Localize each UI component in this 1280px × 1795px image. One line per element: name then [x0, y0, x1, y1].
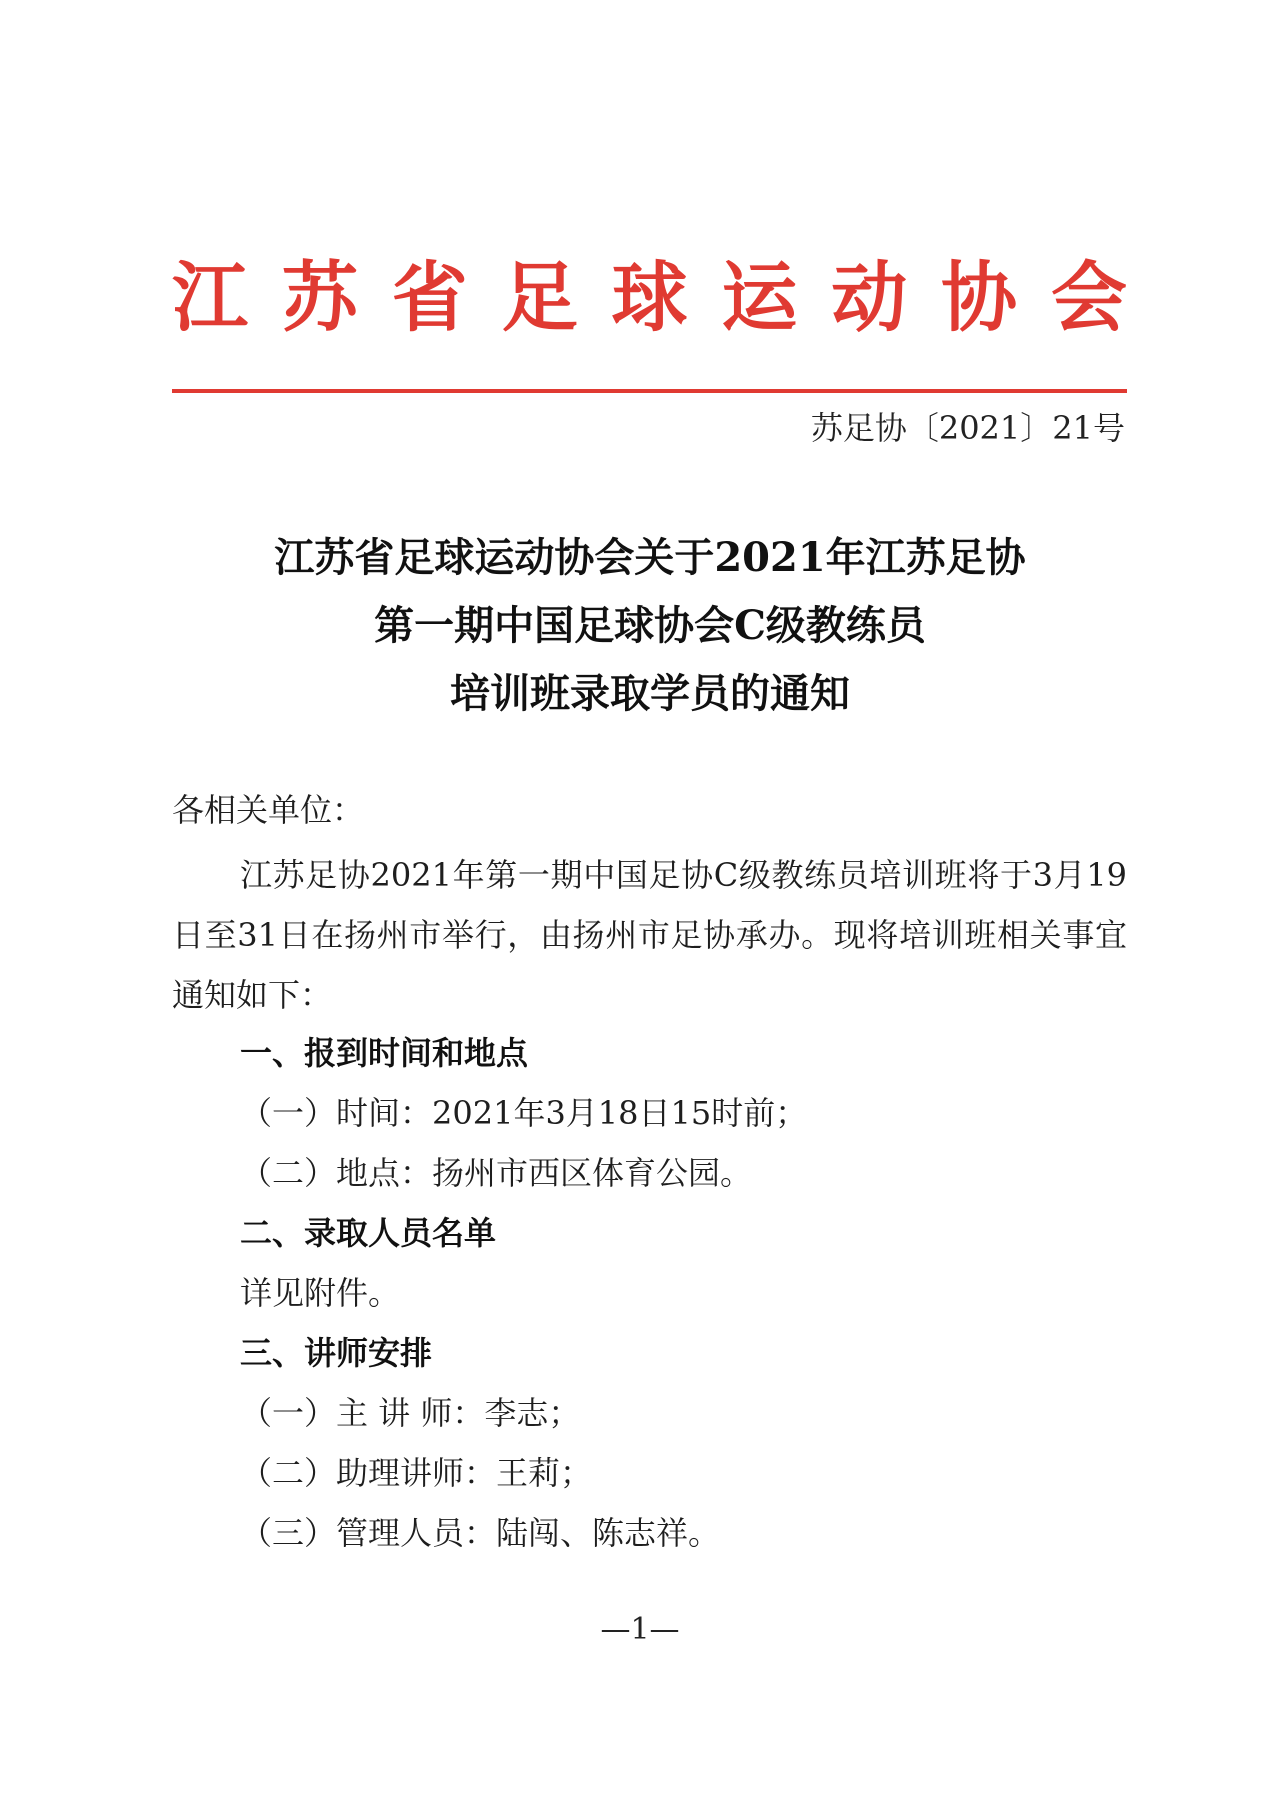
section-3-item-3: （三）管理人员：陆闯、陈志祥。: [240, 1514, 721, 1552]
section-3-item-1: （一）主 讲 师：李志；: [240, 1394, 581, 1432]
section-1-item-2: （二）地点：扬州市西区体育公园。: [240, 1154, 753, 1192]
header-divider: [172, 389, 1127, 393]
section-2-heading: 二、录取人员名单: [240, 1214, 497, 1252]
title-line-3: 培训班录取学员的通知: [450, 670, 850, 717]
document-title: [130, 524, 1170, 728]
title-line-2: 第一期中国足球协会C级教练员: [374, 602, 926, 649]
title-line-1: 江苏省足球运动协会关于2021年江苏足协: [274, 534, 1026, 581]
document-number: 苏足协〔2021〕21号: [810, 409, 1125, 447]
salutation: 各相关单位：: [172, 791, 365, 829]
page-number: —1—: [600, 1612, 680, 1647]
organization-header: 江苏省足球运动协会: [172, 253, 1127, 342]
section-3-item-2: （二）助理讲师：王莉；: [240, 1454, 593, 1492]
section-3-heading: 三、讲师安排: [240, 1334, 433, 1372]
section-2-text: 详见附件。: [240, 1274, 401, 1312]
section-1-item-1: （一）时间：2021年3月18日15时前；: [240, 1094, 808, 1132]
section-1-heading: 一、报到时间和地点: [240, 1034, 529, 1072]
intro-paragraph: 江苏足协2021年第一期中国足协C级教练员培训班将于3月19日至31日在扬州市举行，由扬州市足协承办。现将培训班相关事宜通知如下：: [172, 856, 1127, 1014]
